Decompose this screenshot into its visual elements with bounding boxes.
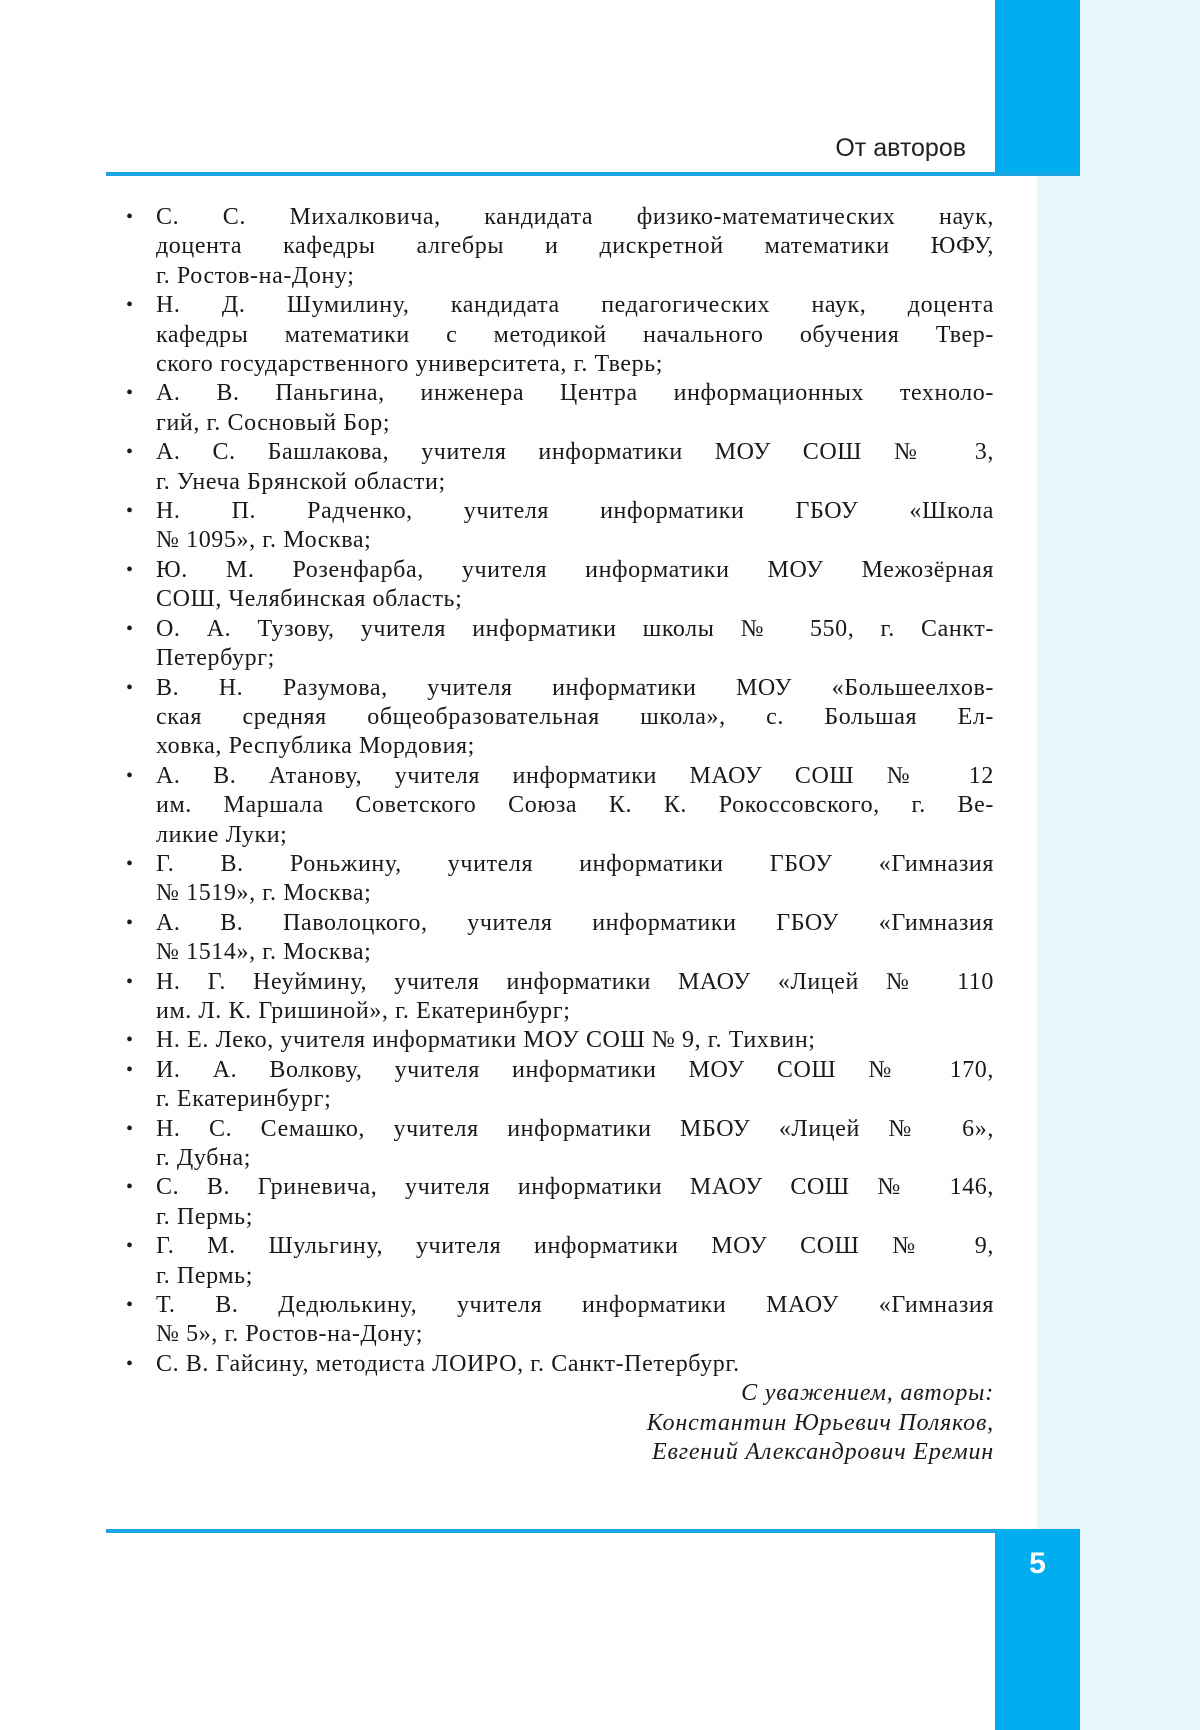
- acknowledgements-list: [126, 203, 994, 1467]
- signature-author: Евгений Александрович Еремин: [652, 1439, 994, 1466]
- text-line: ховка, Республика Мордовия;: [156, 733, 475, 760]
- text-line: № 1519», г. Москва;: [156, 880, 372, 907]
- bullet-icon: •: [126, 1352, 134, 1375]
- list-item: [126, 379, 994, 438]
- header-rule: [106, 172, 1080, 176]
- list-item: [126, 1350, 994, 1379]
- list-item: [126, 1173, 994, 1232]
- bullet-icon: •: [126, 1029, 134, 1052]
- list-item: [126, 850, 994, 909]
- bullet-icon: •: [126, 441, 134, 464]
- list-item: [126, 497, 994, 556]
- text-line: В. Н. Разумова, учителя информатики МОУ «Большеелхов-: [156, 674, 994, 701]
- signature-author: Константин Юрьевич Поляков,: [646, 1409, 994, 1436]
- list-item: [126, 556, 994, 615]
- bullet-icon: •: [126, 1176, 134, 1199]
- list-item: [126, 615, 994, 674]
- text-line: А. В. Паволоцкого, учителя информатики ГБОУ «Гимназия: [156, 909, 994, 936]
- text-line: А. В. Паньгина, инженера Центра информационных техноло-: [156, 380, 994, 407]
- text-line: Ю. М. Розенфарба, учителя информатики МОУ Межозёрная: [156, 556, 994, 583]
- bullet-icon: •: [126, 500, 134, 523]
- list-item: [126, 1232, 994, 1291]
- bullet-icon: •: [126, 1294, 134, 1317]
- bullet-icon: •: [126, 852, 134, 875]
- text-line: г. Унеча Брянской области;: [156, 468, 446, 495]
- text-line: г. Ростов-на-Дону;: [156, 262, 355, 289]
- bullet-icon: •: [126, 382, 134, 405]
- list-item: [126, 1291, 994, 1350]
- text-line: Т. В. Дедюлькину, учителя информатики МАОУ «Гимназия: [156, 1292, 994, 1319]
- signature-greeting: С уважением, авторы:: [741, 1380, 994, 1407]
- list-item: [126, 438, 994, 497]
- text-line: Н. Е. Леко, учителя информатики МОУ СОШ № 9, г. Тихвин;: [156, 1027, 816, 1054]
- text-line: С. С. Михалковича, кандидата физико-математических наук,: [156, 204, 994, 230]
- list-item: [126, 674, 994, 762]
- text-line: г. Пермь;: [156, 1203, 253, 1230]
- list-item: [126, 968, 994, 1027]
- bullet-icon: •: [126, 294, 134, 317]
- text-line: Г. М. Шульгину, учителя информатики МОУ СОШ № 9,: [156, 1233, 994, 1260]
- text-line: СОШ, Челябинская область;: [156, 586, 463, 613]
- text-line: Петербург;: [156, 645, 275, 672]
- running-header: От авторов: [835, 134, 966, 162]
- text-line: г. Екатеринбург;: [156, 1086, 332, 1113]
- bullet-icon: •: [126, 206, 134, 228]
- bullet-icon: •: [126, 617, 134, 640]
- list-item: [126, 762, 994, 850]
- text-line: № 5», г. Ростов-на-Дону;: [156, 1321, 423, 1348]
- text-line: ликие Луки;: [156, 821, 288, 848]
- text-line: ская средняя общеобразовательная школа», с. Большая Ел-: [156, 703, 994, 730]
- bullet-icon: •: [126, 1235, 134, 1258]
- text-line: Н. П. Радченко, учителя информатики ГБОУ «Школа: [156, 498, 994, 525]
- text-line: № 1514», г. Москва;: [156, 939, 372, 966]
- text-line: г. Дубна;: [156, 1145, 251, 1171]
- text-line: кафедры математики с методикой начального обучения Твер-: [156, 321, 994, 348]
- bullet-icon: •: [126, 1117, 134, 1140]
- bullet-icon: •: [126, 558, 134, 581]
- header-color-block: [995, 0, 1080, 176]
- bullet-icon: •: [126, 764, 134, 787]
- footer-rule: [106, 1529, 1080, 1533]
- text-line: гий, г. Сосновый Бор;: [156, 409, 391, 436]
- margin-panel: [1037, 0, 1200, 1730]
- list-item: [126, 203, 994, 291]
- list-item: [126, 1056, 994, 1115]
- bullet-icon: •: [126, 970, 134, 993]
- text-line: Г. В. Роньжину, учителя информатики ГБОУ «Гимназия: [156, 850, 994, 877]
- list-item: [126, 909, 994, 968]
- text-line: Н. Д. Шумилину, кандидата педагогических наук, доцента: [156, 292, 994, 319]
- text-line: им. Маршала Советского Союза К. К. Рокоссовского, г. Ве-: [156, 792, 994, 819]
- list-item: [126, 1026, 994, 1055]
- text-line: Н. С. Семашко, учителя информатики МБОУ «Лицей № 6»,: [156, 1115, 994, 1142]
- list-item: [126, 291, 994, 379]
- bullet-icon: •: [126, 676, 134, 699]
- text-line: № 1095», г. Москва;: [156, 527, 372, 554]
- text-line: Н. Г. Неуймину, учителя информатики МАОУ «Лицей № 110: [156, 968, 994, 995]
- text-line: им. Л. К. Гришиной», г. Екатеринбург;: [156, 997, 571, 1024]
- text-line: доцента кафедры алгебры и дискретной математики ЮФУ,: [156, 233, 994, 260]
- bullet-icon: •: [126, 911, 134, 934]
- page-number: 5: [1029, 1547, 1046, 1580]
- text-line: А. С. Башлакова, учителя информатики МОУ СОШ № 3,: [156, 439, 994, 466]
- text-line: А. В. Атанову, учителя информатики МАОУ СОШ № 12: [156, 762, 994, 789]
- text-line: С. В. Гайсину, методиста ЛОИРО, г. Санкт-Петербург.: [156, 1350, 740, 1377]
- bullet-icon: •: [126, 1058, 134, 1081]
- text-line: ского государственного университета, г. Тверь;: [156, 351, 664, 378]
- list-item: [126, 1115, 994, 1174]
- text-line: г. Пермь;: [156, 1262, 253, 1289]
- text-line: О. А. Тузову, учителя информатики школы № 550, г. Санкт-: [156, 615, 994, 642]
- text-line: И. А. Волкову, учителя информатики МОУ СОШ № 170,: [156, 1056, 994, 1083]
- text-line: С. В. Гриневича, учителя информатики МАОУ СОШ № 146,: [156, 1174, 994, 1201]
